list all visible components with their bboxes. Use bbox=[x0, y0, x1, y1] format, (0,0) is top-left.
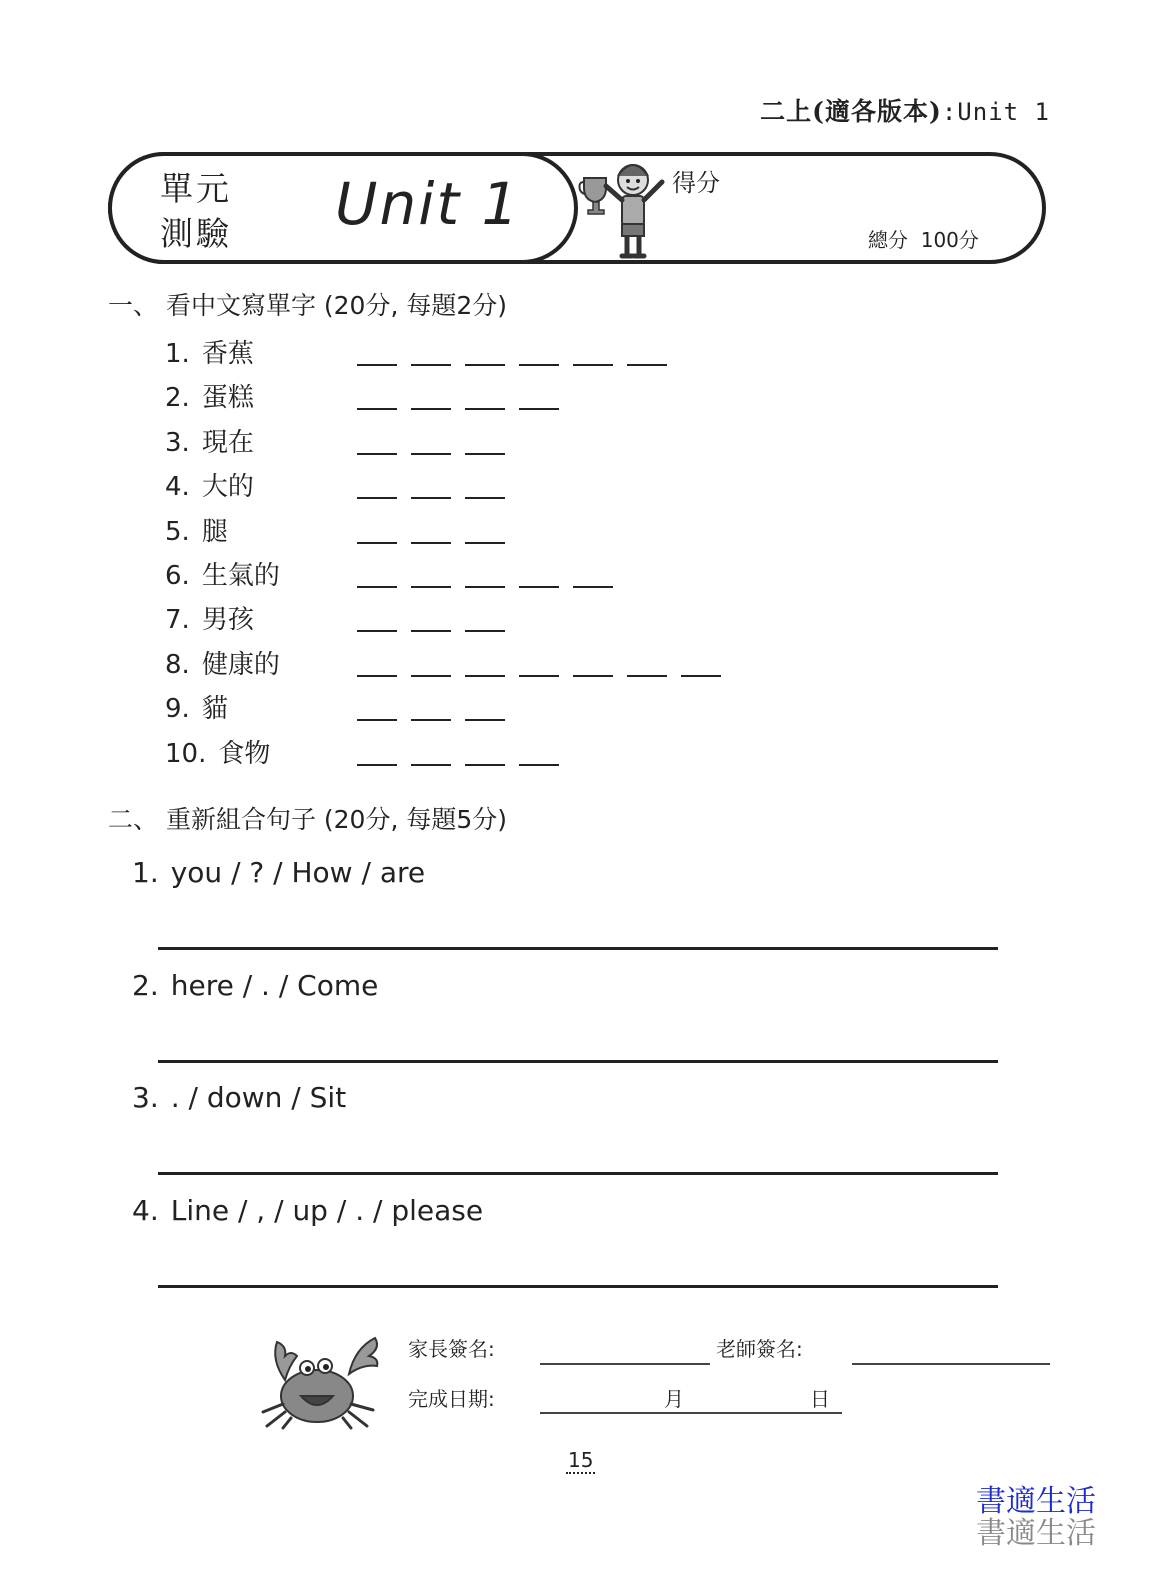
brand-line1: 書適生活 bbox=[976, 1484, 1096, 1519]
letter-blanks[interactable] bbox=[357, 364, 667, 366]
letter-blank[interactable] bbox=[411, 764, 451, 766]
letter-blanks[interactable] bbox=[357, 675, 721, 677]
edition-text: 二上(適各版本) bbox=[760, 97, 942, 126]
letter-blank[interactable] bbox=[357, 453, 397, 455]
answer-line[interactable] bbox=[158, 947, 998, 950]
vocab-item bbox=[165, 466, 254, 503]
edition-label bbox=[760, 92, 1050, 128]
parent-sign-line bbox=[540, 1363, 710, 1365]
crab-illustration bbox=[255, 1330, 387, 1430]
vocab-chinese-word: 食物 bbox=[218, 739, 271, 769]
vocab-item bbox=[165, 511, 228, 548]
boy-trophy-illustration bbox=[578, 158, 673, 262]
question-number: 1. bbox=[132, 856, 159, 889]
vocab-number: 7. bbox=[165, 605, 190, 635]
letter-blank[interactable] bbox=[357, 497, 397, 499]
vocab-number: 9. bbox=[165, 694, 190, 724]
vocab-number: 6. bbox=[165, 561, 190, 591]
question-number: 3. bbox=[132, 1081, 159, 1114]
vocab-number: 8. bbox=[165, 650, 190, 680]
letter-blank[interactable] bbox=[357, 764, 397, 766]
reorder-question bbox=[132, 1194, 483, 1227]
question-number: 2. bbox=[132, 969, 159, 1002]
letter-blank[interactable] bbox=[681, 675, 721, 677]
vocab-chinese-word: 健康的 bbox=[201, 650, 280, 680]
section1-title: 一、 看中文寫單字 (20分, 每題2分) bbox=[108, 291, 508, 320]
letter-blank[interactable] bbox=[357, 675, 397, 677]
total-value: 100分 bbox=[920, 228, 979, 252]
letter-blank[interactable] bbox=[465, 408, 505, 410]
letter-blank[interactable] bbox=[627, 364, 667, 366]
question-text: here / . / Come bbox=[170, 969, 379, 1002]
total-label: 總分 bbox=[868, 228, 908, 252]
vocab-chinese-word: 腿 bbox=[201, 517, 228, 547]
vocab-chinese-word: 蛋糕 bbox=[201, 383, 254, 413]
letter-blanks[interactable] bbox=[357, 453, 505, 455]
letter-blank[interactable] bbox=[357, 408, 397, 410]
letter-blanks[interactable] bbox=[357, 542, 505, 544]
letter-blank[interactable] bbox=[465, 497, 505, 499]
letter-blank[interactable] bbox=[627, 675, 667, 677]
letter-blank[interactable] bbox=[357, 542, 397, 544]
letter-blanks[interactable] bbox=[357, 719, 505, 721]
letter-blank[interactable] bbox=[411, 542, 451, 544]
reorder-question bbox=[132, 1081, 346, 1114]
reorder-question bbox=[132, 969, 378, 1002]
letter-blank[interactable] bbox=[465, 542, 505, 544]
question-text: . / down / Sit bbox=[170, 1081, 347, 1114]
vocab-chinese-word: 貓 bbox=[201, 694, 228, 724]
answer-line[interactable] bbox=[158, 1172, 998, 1175]
letter-blank[interactable] bbox=[573, 586, 613, 588]
page-number: 15 bbox=[568, 1448, 594, 1472]
month-label: 月 bbox=[664, 1387, 684, 1411]
vocab-number: 2. bbox=[165, 383, 190, 413]
trophy-icon bbox=[580, 178, 607, 214]
letter-blank[interactable] bbox=[465, 453, 505, 455]
vocab-number: 4. bbox=[165, 472, 190, 502]
section2-title: 二、 重新組合句子 (20分, 每題5分) bbox=[108, 805, 508, 834]
teacher-sign-line bbox=[852, 1363, 1050, 1365]
letter-blank[interactable] bbox=[411, 364, 451, 366]
day-label: 日 bbox=[810, 1387, 830, 1411]
letter-blanks[interactable] bbox=[357, 630, 505, 632]
date-line bbox=[540, 1412, 842, 1414]
vocab-item bbox=[165, 377, 254, 414]
score-label: 得分 bbox=[672, 169, 720, 197]
vocab-item bbox=[165, 422, 254, 459]
letter-blank[interactable] bbox=[465, 764, 505, 766]
question-text: you / ? / How / are bbox=[170, 856, 426, 889]
letter-blank[interactable] bbox=[465, 364, 505, 366]
letter-blank[interactable] bbox=[465, 719, 505, 721]
letter-blank[interactable] bbox=[573, 675, 613, 677]
letter-blank[interactable] bbox=[357, 630, 397, 632]
answer-line[interactable] bbox=[158, 1060, 998, 1063]
letter-blank[interactable] bbox=[573, 364, 613, 366]
banner-label-line2: 測驗 bbox=[160, 214, 232, 253]
letter-blank[interactable] bbox=[411, 630, 451, 632]
brand-line2: 書適生活 bbox=[976, 1516, 1096, 1551]
vocab-item bbox=[165, 333, 254, 370]
unit-ref: :Unit 1 bbox=[941, 98, 1050, 126]
vocab-number: 10. bbox=[165, 739, 207, 769]
boy-figure bbox=[606, 165, 662, 256]
vocab-item bbox=[165, 599, 254, 636]
vocab-item bbox=[165, 688, 228, 725]
letter-blanks[interactable] bbox=[357, 497, 505, 499]
letter-blank[interactable] bbox=[519, 586, 559, 588]
unit-title: Unit 1 bbox=[335, 170, 521, 238]
teacher-sign-label: 老師簽名: bbox=[716, 1337, 803, 1361]
letter-blank[interactable] bbox=[519, 364, 559, 366]
letter-blank[interactable] bbox=[411, 497, 451, 499]
letter-blank[interactable] bbox=[357, 719, 397, 721]
vocab-item bbox=[165, 733, 270, 770]
answer-line[interactable] bbox=[158, 1285, 998, 1288]
letter-blank[interactable] bbox=[411, 675, 451, 677]
letter-blanks[interactable] bbox=[357, 764, 559, 766]
vocab-number: 3. bbox=[165, 428, 190, 458]
vocab-chinese-word: 生氣的 bbox=[201, 561, 280, 591]
question-text: Line / , / up / . / please bbox=[170, 1194, 484, 1227]
letter-blank[interactable] bbox=[465, 630, 505, 632]
vocab-chinese-word: 大的 bbox=[201, 472, 254, 502]
vocab-chinese-word: 男孩 bbox=[201, 605, 254, 635]
date-label: 完成日期: bbox=[408, 1387, 495, 1411]
vocab-item bbox=[165, 644, 280, 681]
letter-blank[interactable] bbox=[465, 675, 505, 677]
letter-blank[interactable] bbox=[411, 408, 451, 410]
letter-blank[interactable] bbox=[519, 408, 559, 410]
letter-blank[interactable] bbox=[465, 586, 505, 588]
letter-blank[interactable] bbox=[519, 764, 559, 766]
vocab-item bbox=[165, 555, 280, 592]
vocab-number: 5. bbox=[165, 517, 190, 547]
letter-blank[interactable] bbox=[411, 719, 451, 721]
question-number: 4. bbox=[132, 1194, 159, 1227]
letter-blank[interactable] bbox=[411, 586, 451, 588]
vocab-chinese-word: 現在 bbox=[201, 428, 254, 458]
reorder-question bbox=[132, 856, 425, 889]
letter-blanks[interactable] bbox=[357, 408, 559, 410]
vocab-chinese-word: 香蕉 bbox=[201, 339, 254, 369]
vocab-number: 1. bbox=[165, 339, 190, 369]
banner-label-line1: 單元 bbox=[160, 169, 232, 208]
letter-blanks[interactable] bbox=[357, 586, 613, 588]
letter-blank[interactable] bbox=[357, 586, 397, 588]
letter-blank[interactable] bbox=[357, 364, 397, 366]
total-score bbox=[868, 224, 979, 253]
letter-blank[interactable] bbox=[411, 453, 451, 455]
parent-sign-label: 家長簽名: bbox=[408, 1337, 495, 1361]
letter-blank[interactable] bbox=[519, 675, 559, 677]
